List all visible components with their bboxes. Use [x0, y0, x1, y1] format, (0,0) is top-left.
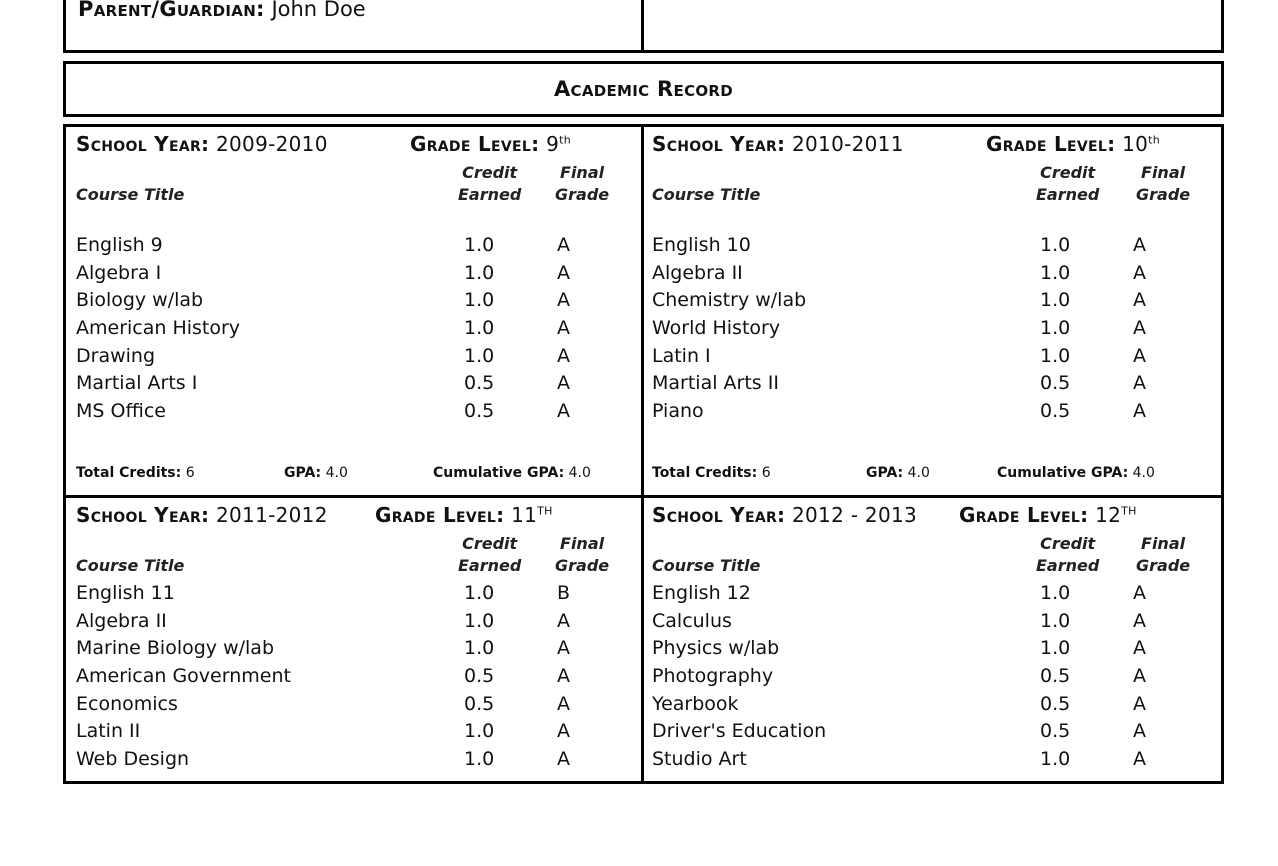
- course-title: Latin I: [652, 344, 711, 367]
- school-year-value: 2010-2011: [785, 132, 904, 156]
- total-credits-value: 6: [757, 465, 771, 481]
- course-title: Latin II: [76, 720, 141, 743]
- school-year-panel: [642, 498, 1214, 866]
- course-row: [76, 718, 636, 746]
- grade-header-line: Grade: [555, 556, 610, 575]
- course-row: [652, 260, 1212, 288]
- total-credits-line: [652, 465, 771, 481]
- course-title-header: Course Title: [652, 556, 761, 575]
- course-credit: 1.0: [1040, 637, 1071, 660]
- grade-level-label: Grade Level:: [375, 503, 505, 527]
- course-title: Chemistry w/lab: [652, 289, 807, 312]
- school-year-heading: [76, 132, 328, 156]
- grade-level-label: Grade Level:: [959, 503, 1089, 527]
- course-grade: B: [557, 582, 571, 604]
- course-grade: A: [1133, 720, 1146, 743]
- course-credit: 0.5: [464, 692, 495, 715]
- course-credit: 1.0: [464, 582, 495, 604]
- course-title: Martial Arts II: [652, 372, 779, 395]
- school-year-value: 2011-2012: [209, 503, 328, 527]
- earned-header-line: Earned: [458, 185, 522, 204]
- course-credit: 1.0: [464, 609, 495, 632]
- course-row: [652, 232, 1212, 260]
- grade-level-value: 10: [1115, 132, 1149, 156]
- final-header-line: Final: [1141, 163, 1186, 182]
- course-credit: 0.5: [1040, 400, 1071, 423]
- school-year-panel: [642, 127, 1214, 495]
- course-title-header: Course Title: [652, 185, 761, 204]
- course-credit: 1.0: [1040, 289, 1071, 312]
- cumulative-gpa-line: [997, 465, 1155, 481]
- course-title: Photography: [652, 665, 774, 688]
- credit-earned-header: [1036, 533, 1099, 577]
- course-row: [652, 315, 1212, 343]
- course-title: English 11: [76, 582, 175, 604]
- final-header-line: Final: [560, 534, 605, 553]
- course-row: [76, 691, 636, 719]
- parent-guardian-line: [78, 0, 366, 21]
- course-credit: 1.0: [464, 317, 495, 340]
- course-grade: A: [1133, 372, 1146, 395]
- course-grade: A: [1133, 344, 1146, 367]
- grade-level-heading: [410, 132, 571, 156]
- grade-level-suffix: TH: [537, 504, 553, 518]
- course-grade: A: [1133, 692, 1146, 715]
- credit-header-line: Credit: [1040, 163, 1096, 182]
- course-row: [652, 398, 1212, 426]
- course-title: Martial Arts I: [76, 372, 198, 395]
- course-list: [652, 232, 1212, 426]
- school-year-heading: [652, 132, 904, 156]
- grade-level-heading: [959, 503, 1137, 527]
- earned-header-line: Earned: [458, 556, 522, 575]
- course-credit: 1.0: [464, 261, 495, 284]
- course-row: [652, 287, 1212, 315]
- school-year-heading: [652, 503, 917, 527]
- course-grade: A: [557, 234, 570, 256]
- course-grade: A: [1133, 609, 1146, 632]
- credit-header-line: Credit: [1040, 534, 1096, 553]
- course-credit: 1.0: [464, 748, 495, 771]
- course-grade: A: [557, 637, 570, 660]
- course-row: [76, 315, 636, 343]
- grade-header-line: Grade: [1136, 185, 1191, 204]
- course-credit: 1.0: [1040, 344, 1071, 367]
- course-credit: 0.5: [464, 665, 495, 688]
- academic-record-header: [63, 61, 1224, 117]
- school-year-heading: [76, 503, 328, 527]
- course-title: English 9: [76, 234, 163, 256]
- school-year-panel: [66, 498, 638, 866]
- gpa-line: [284, 465, 348, 481]
- course-title: World History: [652, 317, 781, 340]
- final-header-line: Final: [1141, 534, 1186, 553]
- course-grade: A: [1133, 582, 1146, 604]
- course-list: [652, 580, 1212, 774]
- school-year-value: 2012 - 2013: [785, 503, 918, 527]
- final-grade-header: [555, 162, 609, 206]
- course-title: English 12: [652, 582, 751, 604]
- grade-level-heading: [375, 503, 553, 527]
- course-row: [76, 287, 636, 315]
- parent-guardian-value: John Doe: [271, 0, 366, 21]
- course-row: [652, 608, 1212, 636]
- credit-header-line: Credit: [462, 163, 518, 182]
- cumulative-gpa-value: 4.0: [564, 465, 591, 481]
- course-row: [76, 232, 636, 260]
- course-title: Driver's Education: [652, 720, 827, 743]
- final-grade-header: [555, 533, 609, 577]
- course-title: English 10: [652, 234, 751, 256]
- course-row: [76, 398, 636, 426]
- course-grade: A: [557, 372, 570, 395]
- course-title: MS Office: [76, 400, 166, 423]
- course-title: American Government: [76, 665, 291, 688]
- final-header-line: Final: [560, 163, 605, 182]
- credit-earned-header: [458, 533, 521, 577]
- cumulative-gpa-label: Cumulative GPA:: [433, 465, 565, 481]
- course-grade: A: [557, 748, 570, 771]
- grade-level-value: 12: [1088, 503, 1122, 527]
- grade-level-suffix: th: [1148, 133, 1161, 147]
- course-grade: A: [1133, 400, 1146, 423]
- course-title: Algebra II: [76, 609, 167, 632]
- grade-level-heading: [986, 132, 1160, 156]
- final-grade-header: [1136, 162, 1190, 206]
- gpa-value: 4.0: [321, 465, 348, 481]
- section-title: Academic Record: [553, 77, 734, 101]
- school-year-panel: [66, 127, 638, 495]
- course-title-header: Course Title: [76, 556, 185, 575]
- course-row: [76, 343, 636, 371]
- course-title-header: Course Title: [76, 185, 185, 204]
- course-title: Piano: [652, 400, 704, 423]
- total-credits-label: Total Credits:: [76, 465, 182, 481]
- total-credits-label: Total Credits:: [652, 465, 758, 481]
- course-credit: 1.0: [1040, 582, 1071, 604]
- gpa-label: GPA:: [866, 465, 904, 481]
- course-credit: 1.0: [1040, 234, 1071, 256]
- course-credit: 1.0: [464, 234, 495, 256]
- course-title: Biology w/lab: [76, 289, 204, 312]
- course-row: [76, 663, 636, 691]
- grade-level-label: Grade Level:: [986, 132, 1116, 156]
- school-year-label: School Year:: [652, 503, 786, 527]
- credit-earned-header: [458, 162, 521, 206]
- top-divider: [641, 0, 644, 50]
- grade-level-suffix: TH: [1121, 504, 1137, 518]
- course-grade: A: [557, 400, 570, 423]
- course-grade: A: [1133, 261, 1146, 284]
- course-list: [76, 580, 636, 774]
- course-title: Calculus: [652, 609, 732, 632]
- course-row: [76, 608, 636, 636]
- grade-level-suffix: th: [559, 133, 571, 147]
- course-list: [76, 232, 636, 426]
- school-year-label: School Year:: [76, 503, 210, 527]
- course-credit: 0.5: [464, 400, 495, 423]
- grade-header-line: Grade: [1136, 556, 1191, 575]
- course-row: [652, 370, 1212, 398]
- grade-level-value: 9: [539, 132, 560, 156]
- total-credits-value: 6: [181, 465, 195, 481]
- course-row: [652, 580, 1212, 608]
- total-credits-line: [76, 465, 195, 481]
- gpa-value: 4.0: [903, 465, 930, 481]
- cumulative-gpa-value: 4.0: [1128, 465, 1155, 481]
- course-credit: 0.5: [1040, 665, 1071, 688]
- gpa-line: [866, 465, 930, 481]
- course-grade: A: [557, 720, 570, 743]
- course-title: Economics: [76, 692, 178, 715]
- course-grade: A: [1133, 748, 1146, 771]
- course-row: [76, 635, 636, 663]
- cumulative-gpa-label: Cumulative GPA:: [997, 465, 1129, 481]
- course-row: [76, 370, 636, 398]
- course-row: [652, 718, 1212, 746]
- course-credit: 1.0: [464, 289, 495, 312]
- course-title: Yearbook: [652, 692, 739, 715]
- final-grade-header: [1136, 533, 1190, 577]
- grade-level-label: Grade Level:: [410, 132, 540, 156]
- academic-record-grid: [63, 124, 1224, 784]
- course-title: American History: [76, 317, 241, 340]
- course-credit: 1.0: [1040, 609, 1071, 632]
- grade-level-value: 11: [504, 503, 538, 527]
- course-title: Studio Art: [652, 748, 747, 771]
- course-credit: 1.0: [1040, 748, 1071, 771]
- earned-header-line: Earned: [1036, 556, 1100, 575]
- parent-guardian-label: Parent/Guardian:: [78, 0, 265, 21]
- course-credit: 0.5: [1040, 692, 1071, 715]
- course-credit: 1.0: [1040, 261, 1071, 284]
- course-title: Physics w/lab: [652, 637, 780, 660]
- school-year-label: School Year:: [652, 132, 786, 156]
- credit-header-line: Credit: [462, 534, 518, 553]
- cumulative-gpa-line: [433, 465, 591, 481]
- course-credit: 1.0: [464, 720, 495, 743]
- credit-earned-header: [1036, 162, 1099, 206]
- course-credit: 0.5: [1040, 720, 1071, 743]
- course-grade: A: [1133, 234, 1146, 256]
- course-row: [76, 580, 636, 608]
- course-credit: 1.0: [464, 344, 495, 367]
- course-grade: A: [557, 317, 570, 340]
- grade-header-line: Grade: [555, 185, 610, 204]
- course-credit: 1.0: [464, 637, 495, 660]
- school-year-value: 2009-2010: [209, 132, 328, 156]
- gpa-label: GPA:: [284, 465, 322, 481]
- course-title: Algebra II: [652, 261, 743, 284]
- course-row: [652, 663, 1212, 691]
- parent-guardian-box: [63, 0, 1224, 53]
- course-grade: A: [557, 289, 570, 312]
- course-grade: A: [557, 692, 570, 715]
- course-title: Web Design: [76, 748, 190, 771]
- course-row: [652, 343, 1212, 371]
- course-row: [652, 691, 1212, 719]
- course-row: [652, 635, 1212, 663]
- course-grade: A: [1133, 289, 1146, 312]
- course-title: Algebra I: [76, 261, 162, 284]
- school-year-label: School Year:: [76, 132, 210, 156]
- course-grade: A: [1133, 637, 1146, 660]
- course-grade: A: [1133, 317, 1146, 340]
- course-grade: A: [557, 665, 570, 688]
- course-row: [76, 260, 636, 288]
- course-credit: 1.0: [1040, 317, 1071, 340]
- course-grade: A: [1133, 665, 1146, 688]
- course-credit: 0.5: [464, 372, 495, 395]
- course-grade: A: [557, 344, 570, 367]
- earned-header-line: Earned: [1036, 185, 1100, 204]
- course-title: Marine Biology w/lab: [76, 637, 275, 660]
- course-grade: A: [557, 609, 570, 632]
- course-title: Drawing: [76, 344, 156, 367]
- course-credit: 0.5: [1040, 372, 1071, 395]
- course-grade: A: [557, 261, 570, 284]
